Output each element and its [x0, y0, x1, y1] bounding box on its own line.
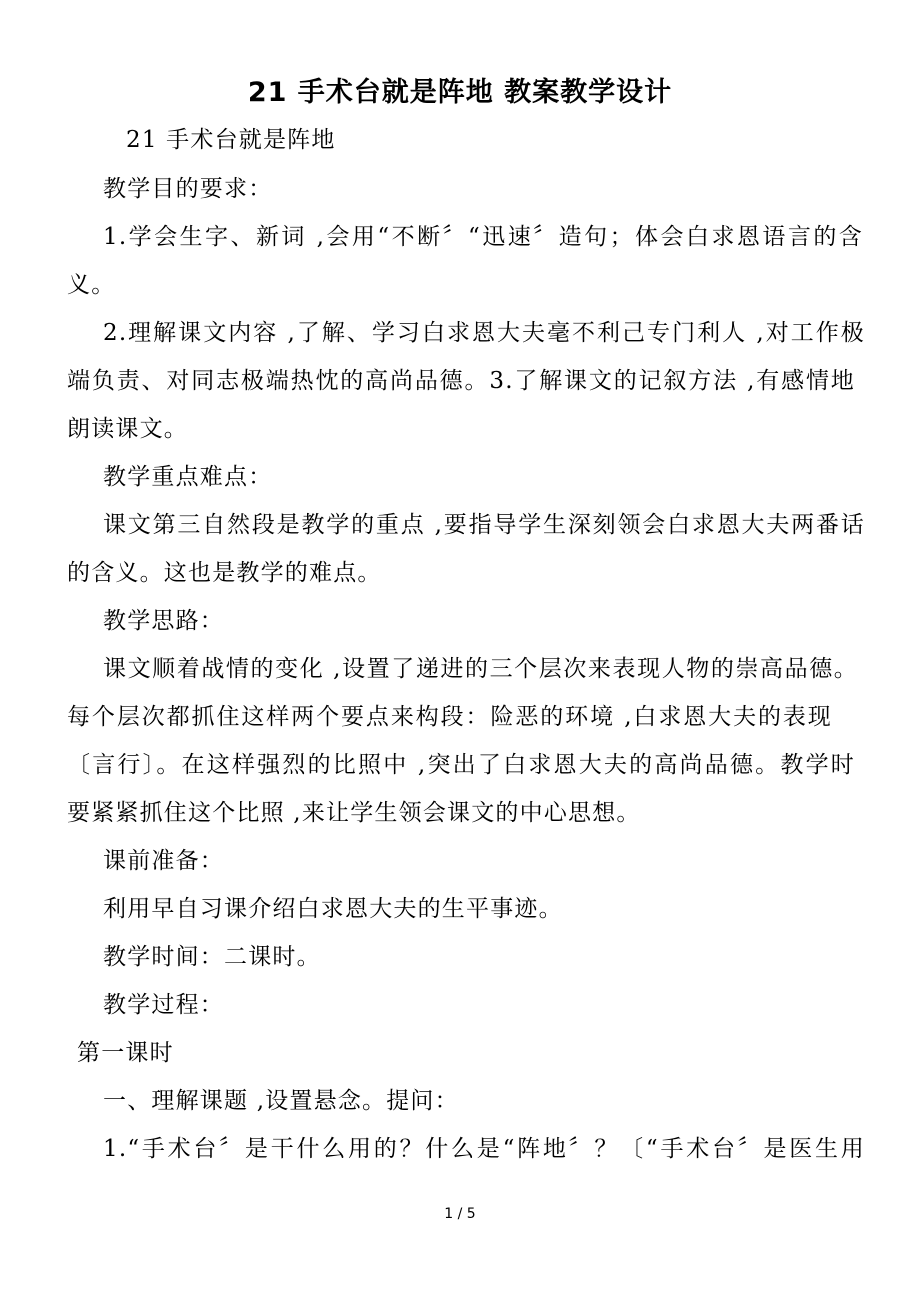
paragraph-line: 利用早自习课介绍白求恩大夫的生平事迹。: [103, 896, 563, 922]
paragraph-line: 1.学会生字、新词 ,会用“不断〞“迅速〞造句；体会白求恩语言的含: [103, 224, 863, 250]
paragraph-line: 朗读课文。: [67, 416, 188, 442]
paragraph-line: 义。: [67, 272, 116, 298]
paragraph-line: 每个层次都抓住这样两个要点来构段：险恶的环境 ,白求恩大夫的表现: [67, 704, 832, 730]
section-heading-key-points: 教学重点难点：: [103, 464, 273, 490]
paragraph-line: 2.理解课文内容 ,了解、学习白求恩大夫毫不利己专门利人 ,对工作极: [103, 320, 865, 346]
paragraph-line: 端负责、对同志极端热忱的高尚品德。3.了解课文的记叙方法 ,有感情地: [67, 368, 855, 394]
session-heading: 第一课时: [77, 1040, 174, 1066]
lesson-heading: 21 手术台就是阵地: [126, 127, 336, 153]
paragraph-line: 要紧紧抓住这个比照 ,来让学生领会课文的中心思想。: [67, 800, 641, 826]
section-heading-objectives: 教学目的要求：: [103, 176, 273, 202]
paragraph-line: 教学时间：二课时。: [103, 944, 321, 970]
paragraph-line: 一、理解课题 ,设置悬念。提问：: [103, 1088, 459, 1114]
section-heading-teaching-approach: 教学思路：: [103, 608, 224, 634]
paragraph-line: 课文顺着战情的变化 ,设置了递进的三个层次来表现人物的崇高品德。: [103, 656, 858, 682]
page-indicator: 1 / 5: [444, 1206, 476, 1222]
paragraph-line: 的含义。这也是教学的难点。: [67, 560, 382, 586]
section-heading-preparation: 课前准备：: [103, 848, 224, 874]
paragraph-line: 课文第三自然段是教学的重点 ,要指导学生深刻领会白求恩大夫两番话: [103, 512, 865, 538]
section-heading-process: 教学过程：: [103, 992, 224, 1018]
paragraph-line: 1.“手术台〞是干什么用的？什么是“阵地〞？〔“手术台〞是医生用: [103, 1136, 865, 1162]
document-title: 21 手术台就是阵地 教案教学设计: [247, 77, 673, 108]
paragraph-line: 〔言行〕。在这样强烈的比照中 ,突出了白求恩大夫的高尚品德。教学时: [67, 752, 855, 778]
